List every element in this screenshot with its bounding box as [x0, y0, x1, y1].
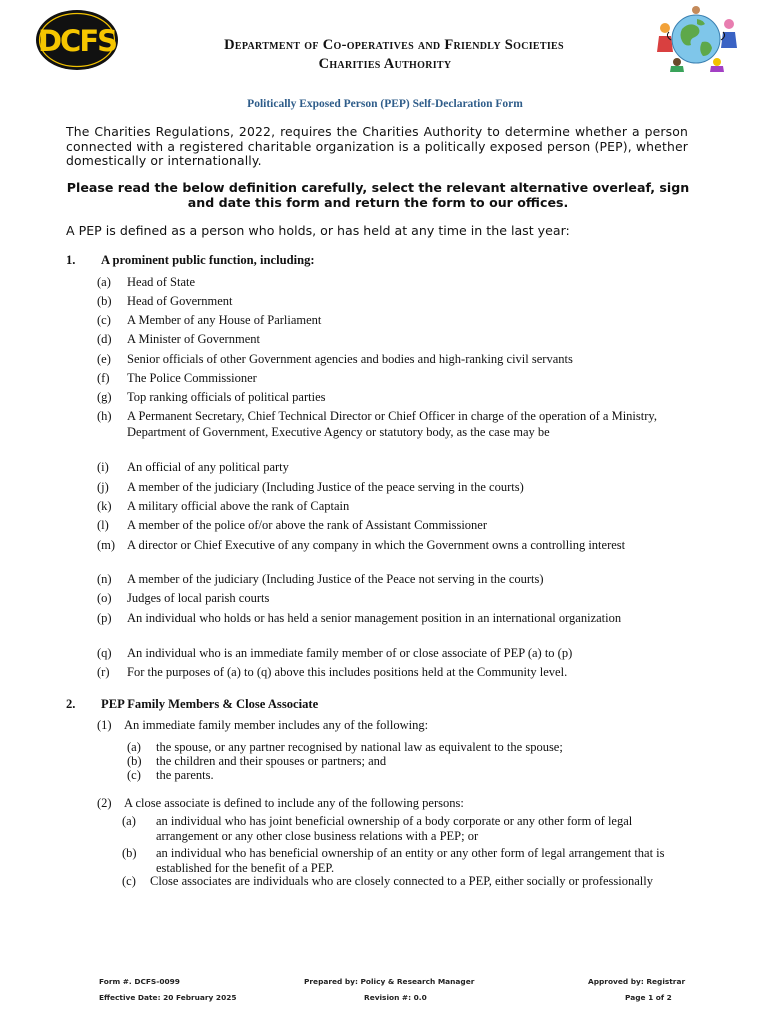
footer-effective-date: Effective Date: 20 February 2025: [99, 993, 237, 1002]
item-label: (e): [97, 352, 111, 366]
item-text: A member of the judiciary (Including Justice of the peace serving in the courts): [127, 480, 524, 494]
item-text: A close associate is defined to include any of the following persons:: [124, 796, 464, 810]
item-text: Close associates are individuals who are closely connected to a PEP, either socially or professionally: [150, 874, 653, 888]
item-label: (a): [122, 814, 136, 828]
item-text: A military official above the rank of Captain: [127, 499, 350, 513]
section-number: 2.: [66, 697, 76, 711]
item-text: For the purposes of (a) to (q) above this includes positions held at the Community level.: [127, 665, 568, 679]
item-text: the parents.: [156, 768, 214, 782]
item-label: (o): [97, 591, 112, 605]
list-item: [97, 408, 689, 440]
item-label: (l): [97, 518, 109, 532]
section-title: A prominent public function, including:: [101, 253, 315, 267]
section-title: PEP Family Members & Close Associate: [101, 697, 319, 711]
list-item: [97, 312, 689, 328]
list-item: [97, 610, 689, 626]
family-member-definition: [97, 718, 697, 733]
item-text: The Police Commissioner: [127, 371, 257, 385]
footer-revision: Revision #: 0.0: [364, 993, 427, 1002]
item-label: (j): [97, 480, 109, 494]
item-label: (b): [127, 754, 142, 768]
list-item: [97, 351, 689, 367]
item-label: (q): [97, 646, 112, 660]
list-item: [97, 370, 689, 386]
item-label: (c): [122, 874, 136, 888]
list-item: [122, 874, 690, 889]
item-text: Judges of local parish courts: [127, 591, 270, 605]
list-item: [97, 459, 689, 475]
footer-approved-by: Approved by: Registrar: [588, 977, 686, 986]
item-label: (d): [97, 332, 112, 346]
authority-name: Charities Authority: [318, 56, 452, 72]
section-number: 1.: [66, 253, 76, 267]
item-text: A director or Chief Executive of any company in which the Government owns a controlling interest: [127, 538, 626, 552]
item-label: (1): [97, 718, 112, 732]
instruction-paragraph: Please read the below definition carefully, select the relevant alternative overleaf, sign and date this form and return the form to our offices.: [66, 180, 690, 210]
item-label: (n): [97, 572, 112, 586]
list-item: [122, 846, 690, 875]
intro-paragraph: The Charities Regulations, 2022, requires the Charities Authority to determine whether a person connected with a registered charitable organization is a politically exposed person (PEP), whether domestically or internationally.: [66, 124, 688, 168]
item-text: A Minister of Government: [127, 332, 260, 346]
item-label: (p): [97, 611, 112, 625]
department-header: [0, 36, 770, 74]
form-title: Politically Exposed Person (PEP) Self-Declaration Form: [247, 98, 523, 110]
list-item: [97, 479, 689, 495]
item-text: Head of Government: [127, 294, 233, 308]
item-label: (f): [97, 371, 110, 385]
item-text: A Permanent Secretary, Chief Technical Director or Chief Officer in charge of the operation of a Ministry, Department of Government, Executive Agency or statutory body, as the case may be: [127, 409, 657, 439]
footer-prepared-by: Prepared by: Policy & Research Manager: [304, 977, 475, 986]
pep-definition: A PEP is defined as a person who holds, or has held at any time in the last year:: [66, 223, 570, 238]
org-name: Department of Co-operatives and Friendly Societies: [224, 37, 564, 53]
item-text: Top ranking officials of political parties: [127, 390, 326, 404]
item-label: (b): [122, 846, 137, 860]
list-item: [122, 814, 690, 843]
item-label: (k): [97, 499, 112, 513]
item-label: (h): [97, 409, 112, 423]
list-item: [97, 664, 689, 680]
item-label: (m): [97, 538, 116, 552]
list-item: [97, 274, 689, 290]
list-item: [97, 517, 689, 533]
list-item: [127, 740, 687, 755]
item-label: (c): [97, 313, 111, 327]
item-text: the children and their spouses or partners; and: [156, 754, 387, 768]
item-text: An immediate family member includes any of the following:: [124, 718, 429, 732]
item-label: (b): [97, 294, 112, 308]
footer-form-number: Form #. DCFS-0099: [99, 977, 180, 986]
item-label: (g): [97, 390, 112, 404]
list-item: [97, 645, 689, 661]
item-text: A member of the judiciary (Including Justice of the Peace not serving in the courts): [127, 572, 544, 586]
list-item: [127, 768, 687, 783]
list-item: [97, 571, 689, 587]
item-label: (c): [127, 768, 141, 782]
list-item: [97, 498, 689, 514]
item-text: an individual who has joint beneficial ownership of a body corporate or any other form of legal arrangement or any other close business relations with a PEP; or: [156, 814, 633, 843]
item-label: (i): [97, 460, 109, 474]
item-text: An official of any political party: [127, 460, 289, 474]
footer-page-number: Page 1 of 2: [625, 993, 672, 1002]
list-item: [97, 389, 689, 405]
item-text: the spouse, or any partner recognised by national law as equivalent to the spouse;: [156, 740, 563, 754]
list-item: [97, 331, 689, 347]
item-text: Head of State: [127, 275, 196, 289]
item-label: (2): [97, 796, 112, 810]
item-text: an individual who has beneficial ownership of an entity or any other form of legal arrangement that is established for the benefit of a PEP.: [156, 846, 665, 875]
item-text: An individual who holds or has held a senior management position in an international organization: [127, 611, 622, 625]
close-associate-definition: [97, 796, 697, 811]
list-item: [97, 293, 689, 309]
item-text: An individual who is an immediate family member of or close associate of PEP (a) to (p): [127, 646, 573, 660]
item-text: Senior officials of other Government agencies and bodies and high-ranking civil servants: [127, 352, 573, 366]
list-item: [127, 754, 687, 769]
item-label: (a): [127, 740, 141, 754]
item-text: A Member of any House of Parliament: [127, 313, 322, 327]
list-item: [97, 590, 689, 606]
item-label: (r): [97, 665, 110, 679]
item-label: (a): [97, 275, 111, 289]
list-item: [97, 537, 689, 553]
item-text: A member of the police of/or above the rank of Assistant Commissioner: [127, 518, 487, 532]
logo-text: DCFS: [37, 24, 117, 58]
